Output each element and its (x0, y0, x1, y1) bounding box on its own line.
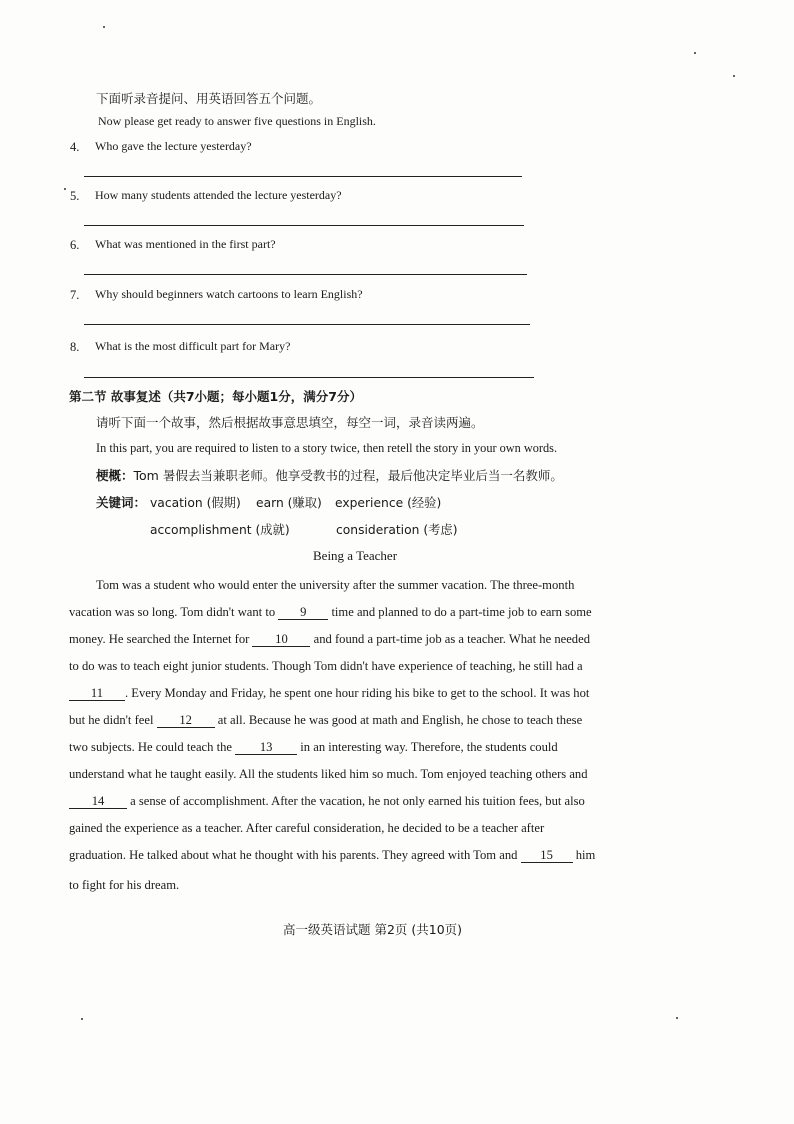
story-line (69, 847, 595, 863)
story-text: graduation. He talked about what he thought with his parents. They agreed with Tom and (69, 848, 521, 862)
question-text: What was mentioned in the first part? (95, 237, 276, 251)
story-text: to do was to teach eight junior students. Though Tom didn't have experience of teaching, he still had a (69, 659, 583, 673)
scan-speck (733, 75, 735, 77)
story-line (69, 658, 583, 674)
question-number: 8. (70, 340, 80, 354)
story-line (69, 820, 544, 836)
story-line (69, 685, 589, 701)
blank-9[interactable]: 9 (278, 605, 328, 620)
blank-10[interactable]: 10 (252, 632, 310, 647)
story-text: money. He searched the Internet for (69, 632, 253, 646)
question-text: What is the most difficult part for Mary? (95, 339, 291, 353)
section1-instruction-en: Now please get ready to answer five questions in English. (98, 114, 376, 128)
section1-instruction-cn: 下面听录音提问、用英语回答五个问题。 (96, 91, 322, 106)
section2-heading: 第二节 故事复述（共7小题；每小题1分，满分7分） (69, 389, 362, 404)
keyword-item: consideration (考虑) (336, 523, 458, 537)
story-text: gained the experience as a teacher. After careful consideration, he decided to be a teacher after (69, 821, 545, 835)
answer-line[interactable] (84, 274, 527, 275)
page-footer: 高一级英语试题 第2页 (共10页) (283, 922, 463, 937)
question-number: 5. (70, 189, 80, 203)
scan-speck (81, 1018, 83, 1020)
story-text: two subjects. He could teach the (69, 740, 236, 754)
scan-speck (103, 26, 105, 28)
section2-instruction-en: In this part, you are required to listen to a story twice, then retell the story in your own words. (96, 441, 558, 455)
blank-11[interactable]: 11 (69, 686, 125, 701)
story-line (69, 766, 588, 782)
story-line (69, 712, 582, 728)
blank-14[interactable]: 14 (69, 794, 127, 809)
story-text: vacation was so long. Tom didn't want to (69, 605, 279, 619)
keywords-label: 关键词： (96, 495, 147, 510)
keyword-item: accomplishment (成就) (150, 523, 290, 537)
scan-speck (694, 52, 696, 54)
blank-13[interactable]: 13 (235, 740, 297, 755)
question-number: 4. (70, 140, 80, 154)
story-title: Being a Teacher (313, 548, 398, 563)
story-line (69, 793, 585, 809)
summary-text: Tom 暑假去当兼职老师。他享受教书的过程，最后他决定毕业后当一名教师。 (133, 468, 563, 483)
keyword-item: vacation (假期) (150, 496, 241, 510)
summary-label: 梗概： (96, 468, 134, 483)
story-text: but he didn't feel (69, 713, 157, 727)
question-text: Why should beginners watch cartoons to learn English? (95, 287, 363, 301)
blank-12[interactable]: 12 (157, 713, 215, 728)
question-text: How many students attended the lecture yesterday? (95, 188, 342, 202)
story-text: Tom was a student who would enter the university after the summer vacation. The three-month (96, 578, 575, 592)
story-text: and found a part-time job as a teacher. What he needed (313, 632, 590, 646)
answer-line[interactable] (84, 225, 524, 226)
story-text: at all. Because he was good at math and English, he chose to teach these (217, 713, 583, 727)
scan-speck (676, 1017, 678, 1019)
story-text: to fight for his dream. (69, 878, 180, 892)
summary (96, 466, 563, 485)
answer-line[interactable] (84, 377, 534, 378)
story-line (96, 577, 574, 593)
story-line (69, 631, 590, 647)
blank-15[interactable]: 15 (521, 848, 573, 863)
keyword-item: experience (经验) (335, 496, 442, 510)
story-text: in an interesting way. Therefore, the students could (300, 740, 558, 754)
keyword-item: earn (赚取) (256, 496, 322, 510)
story-line (69, 739, 558, 755)
story-text: understand what he taught easily. All the students liked him so much. Tom enjoyed teaching others and (69, 767, 588, 781)
answer-line[interactable] (84, 324, 530, 325)
story-line (69, 604, 592, 620)
keywords (96, 493, 146, 512)
answer-line[interactable] (84, 176, 522, 177)
question-number: 7. (70, 288, 80, 302)
question-text: Who gave the lecture yesterday? (95, 139, 252, 153)
story-text: . Every Monday and Friday, he spent one hour riding his bike to get to the school. It was hot (125, 686, 590, 700)
story-text: a sense of accomplishment. After the vacation, he not only earned his tuition fees, but also (130, 794, 585, 808)
scan-speck (64, 188, 66, 190)
story-line (69, 877, 179, 893)
story-text: time and planned to do a part-time job to earn some (331, 605, 592, 619)
question-number: 6. (70, 238, 80, 252)
section2-instruction-cn: 请听下面一个故事，然后根据故事意思填空，每空一词，录音读两遍。 (96, 415, 484, 430)
story-text: him (575, 848, 596, 862)
